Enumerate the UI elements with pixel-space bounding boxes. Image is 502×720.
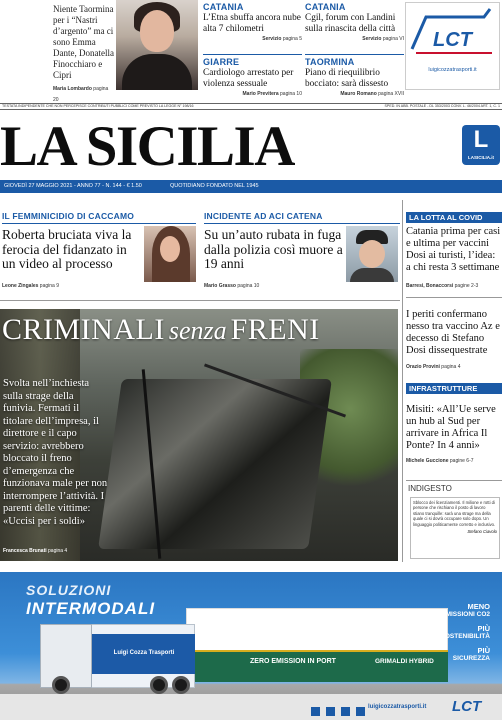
column-divider [402, 200, 403, 562]
story-caccamo[interactable]: IL FEMMINICIDIO DI CACCAMO Roberta bruciata viva la ferocia del fidanzato in un video al processo Leone Zingales pagina 9 [2, 211, 196, 221]
lasicilia-logo[interactable] [462, 125, 500, 165]
ad-title-2: INTERMODALI [26, 599, 156, 618]
lct-url: luigicozzatrasporti.it [428, 67, 477, 73]
ad-footer [0, 694, 502, 720]
top-column-1 [203, 2, 302, 97]
indigesto-label: INDIGESTO [408, 484, 452, 493]
social-icons [311, 703, 365, 713]
story-caccamo-photo [144, 226, 196, 282]
top-story-giarre[interactable]: GIARRE Cardiologo arrestato per violenza sessuale Mario Previtera pagina 10 [203, 57, 302, 97]
hero-headline[interactable]: CRIMINALI senza FRENI [2, 313, 320, 346]
top-story-etna[interactable]: CATANIA L’Etna sbuffa ancora nube alta 7 chilometri Servizio pagina 5 [203, 2, 302, 42]
divider [305, 54, 404, 55]
hero-body: Svolta nell’inchiesta sulla strage della funivia. Fermati il titolare dell’impresa, il direttore e il capo servizio: avrebbero bloccato il freno d’emergenza che funzionava male per non interrompere l’attività. I parenti delle vittime: «Uccisi per i soldi» [3, 378, 108, 527]
facebook-icon[interactable] [311, 707, 320, 716]
ad-title-1: SOLUZIONI [26, 582, 112, 598]
infra-section-bar: INFRASTRUTTURE [406, 383, 502, 394]
lct-ad-top[interactable] [405, 2, 500, 90]
logo-caption: LASICILIA.it [468, 155, 494, 160]
top-story-taormina[interactable]: TAORMINA Piano di riequilibrio bocciato: sarà dissesto Mauro Romano pagina XVII [305, 57, 404, 97]
story-vaccino[interactable]: I periti confermano nesso tra vaccino Az e decesso di Stefano Dosi dissequestrate Orazio Provini pagina 4 [406, 309, 500, 370]
top-column-2 [305, 2, 404, 97]
divider [0, 300, 400, 301]
masthead-title: LA SICILIA [0, 115, 294, 178]
masthead-date-bar [0, 180, 502, 193]
top-story-cgil[interactable]: CATANIA Cgil, forum con Landini sulla rinascita della città Servizio pagina VI [305, 2, 404, 42]
ad-claims: MENO EMISSIONI CO2 PIÙ SOSTENIBILITÀ PIÙ SICUREZZA [440, 602, 490, 662]
logo-letter: L [473, 126, 489, 153]
hero-byline: Francesca Brunati pagina 4 [3, 548, 68, 554]
top-teaser-photo [116, 0, 198, 90]
story-aci-catena-photo [346, 226, 398, 282]
indigesto-box: INDIGESTO Sblocco dei licenziamenti. Il milione e rotti di persone che rischiano il posto di lavoro stiano tranquille: sarà una strage ma della quale ci si dovrà occupare solo dopo. Un linguaggio politicamente corretto e inclusivo. Stefano Ciavolo [406, 480, 502, 560]
ship-text: ZERO EMISSION IN PORT [250, 658, 336, 665]
story-covid[interactable]: Catania prima per casi e ultima per vaccini Dosi ai turisti, l’idea: a chi resta 3 settimane Barresi, Bonaccorsi pagine 2-3 [406, 226, 501, 289]
story-aci-catena[interactable]: INCIDENTE AD ACI CATENA Su un’auto rubata in fuga dalla polizia così muore a 19 anni Mario Grasso pagina 10 [204, 211, 400, 221]
masthead-strip: TESTATA INDIPENDENTE CHE NON PERCEPISCE CONTRIBUTI PUBBLICI COME PREVISTO LA LEGGE N° 198/16 SPED. IN ABB. POSTALE - DL 353/2003 CONV. L. 46/2004 ART. 1, C. 1 [2, 104, 500, 108]
date-line: GIOVEDÌ 27 MAGGIO 2021 - ANNO 77 - N. 144 - € 1.50 [4, 183, 142, 189]
lct-logo-text: LCT [433, 29, 472, 51]
story-misiti[interactable]: Misiti: «All’Ue serve un hub al Sud per arrivare in Africa Il Ponte? In 4 anni» Michele Guccione pagine 6-7 [406, 404, 496, 464]
truck-brand: Luigi Cozza Trasporti [113, 650, 175, 656]
ship-brand: GRIMALDI HYBRID [375, 658, 434, 665]
twitter-icon[interactable] [341, 707, 350, 716]
ad-lct-logo: LCT [452, 698, 482, 715]
covid-section-bar: LA LOTTA AL COVID [406, 212, 502, 223]
instagram-icon[interactable] [326, 707, 335, 716]
top-teaser[interactable] [53, 4, 115, 106]
motto: QUOTIDIANO FONDATO NEL 1945 [170, 183, 259, 189]
divider [203, 54, 302, 55]
intermodal-ad[interactable] [0, 572, 502, 720]
top-teaser-text: Niente Taormina per i “Nastri d’argento” ma ci sono Emma Dante, Donatella Finocchiaro e Cipri [53, 4, 114, 80]
youtube-icon[interactable] [356, 707, 365, 716]
ad-url[interactable]: luigicozzatrasporti.it [368, 704, 427, 710]
top-teaser-byline: Maria Lombardo pagina 20 [53, 86, 109, 103]
